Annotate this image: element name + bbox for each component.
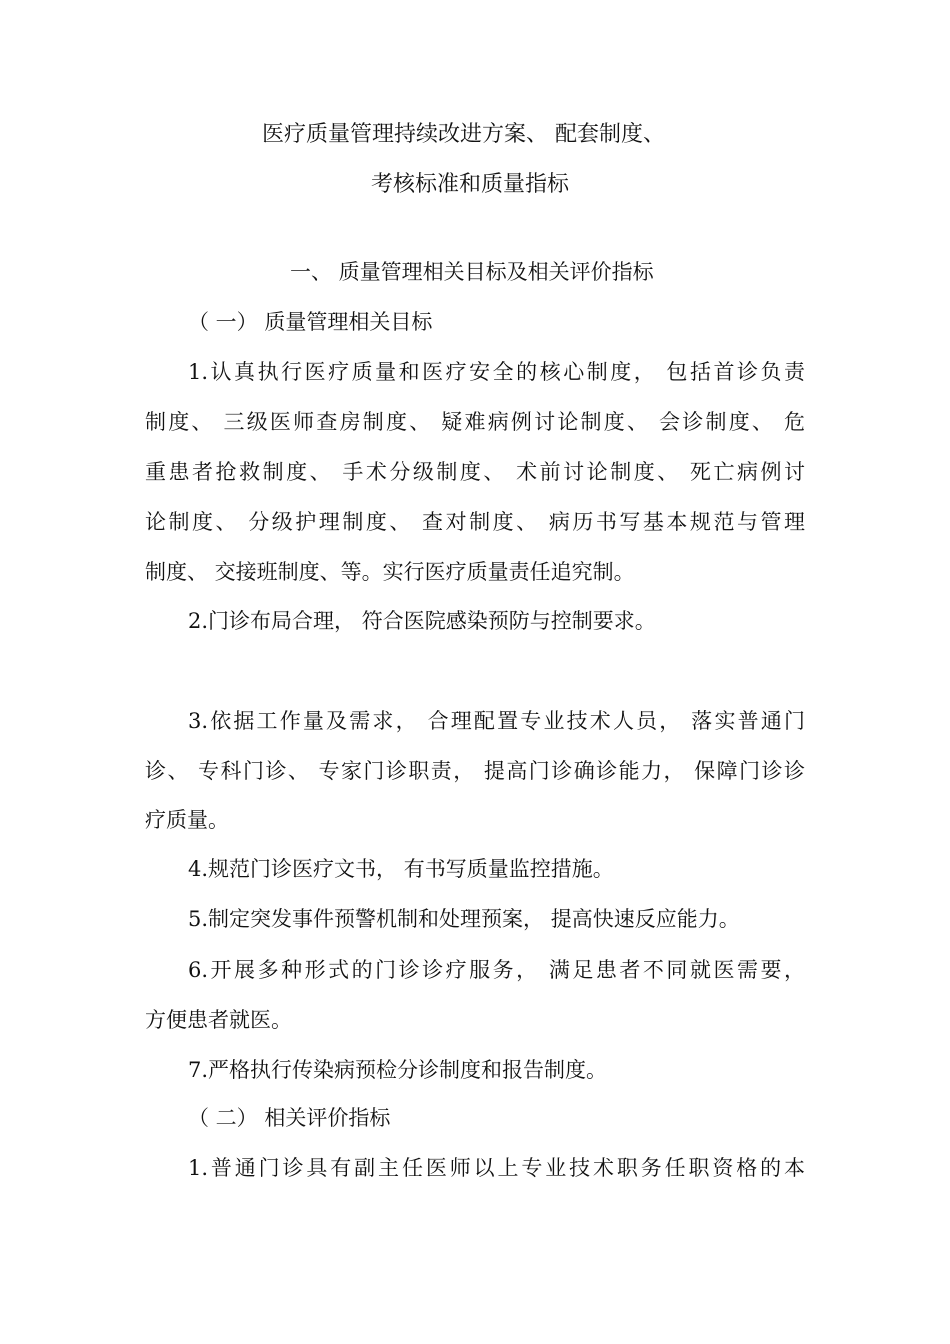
item-3-line-2: 诊、 专科门诊、 专家门诊职责， 提高门诊确诊能力， 保障门诊诊 (145, 759, 805, 783)
item-2: 2.门诊布局合理， 符合医院感染预防与控制要求。 (188, 609, 656, 633)
item-5: 5.制定突发事件预警机制和处理预案， 提高快速反应能力。 (188, 907, 740, 931)
item-3-line-1: 3.依据工作量及需求， 合理配置专业技术人员， 落实普通门 (188, 709, 805, 733)
subsection-heading-1: （ 一） 质量管理相关目标 (188, 310, 433, 334)
subsection-heading-2: （ 二） 相关评价指标 (188, 1106, 391, 1130)
section-heading: 一、 质量管理相关目标及相关评价指标 (290, 260, 654, 284)
item-4: 4.规范门诊医疗文书， 有书写质量监控措施。 (188, 857, 614, 881)
item-1-line-1: 1.认真执行医疗质量和医疗安全的核心制度， 包括首诊负责 (188, 360, 805, 384)
item-1-line-2: 制度、 三级医师查房制度、 疑难病例讨论制度、 会诊制度、 危 (145, 410, 805, 434)
title-line-2: 考核标准和质量指标 (371, 172, 570, 197)
item-6-line-1: 6.开展多种形式的门诊诊疗服务， 满足患者不同就医需要， (188, 958, 805, 982)
item-7: 7.严格执行传染病预检分诊制度和报告制度。 (188, 1058, 608, 1082)
title-line-1: 医疗质量管理持续改进方案、 配套制度、 (262, 122, 665, 147)
item-1-line-3: 重患者抢救制度、 手术分级制度、 术前讨论制度、 死亡病例讨 (145, 460, 805, 484)
item-3-line-3: 疗质量。 (145, 808, 229, 832)
item-1-line-5: 制度、 交接班制度、等。实行医疗质量责任追究制。 (145, 560, 635, 584)
item-1-line-4: 论制度、 分级护理制度、 查对制度、 病历书写基本规范与管理 (145, 510, 805, 534)
item-6-line-2: 方便患者就医。 (145, 1008, 292, 1032)
eval-item-1-line-1: 1.普通门诊具有副主任医师以上专业技术职务任职资格的本 (188, 1156, 805, 1180)
